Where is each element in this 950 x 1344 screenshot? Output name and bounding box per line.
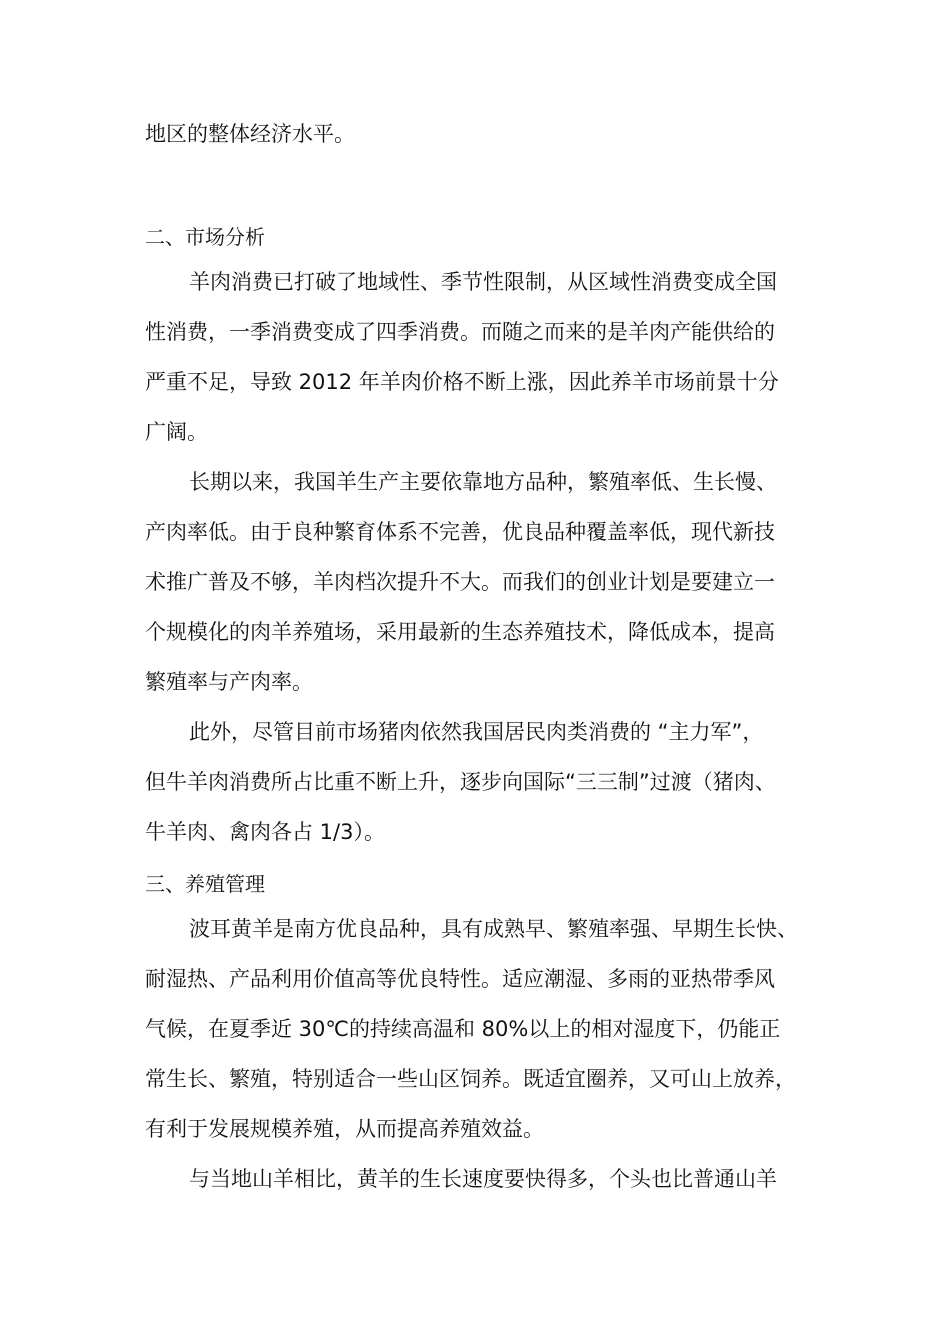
- paragraph-line: 牛羊肉、禽肉各占 1/3）。: [145, 820, 385, 844]
- paragraph-line: 此外，尽管目前市场猪肉依然我国居民肉类消费的 “主力军”，: [189, 720, 764, 744]
- paragraph-line: 广阔。: [145, 420, 208, 444]
- section-heading-breeding-management: 三、养殖管理: [145, 872, 265, 896]
- paragraph-line: 繁殖率与产肉率。: [145, 670, 313, 694]
- paragraph-line: 术推广普及不够，羊肉档次提升不大。而我们的创业计划是要建立一: [145, 570, 775, 594]
- paragraph-line: 与当地山羊相比，黄羊的生长速度要快得多，个头也比普通山羊: [189, 1167, 777, 1191]
- paragraph-line: 波耳黄羊是南方优良品种，具有成熟早、繁殖率强、早期生长快、: [189, 917, 798, 941]
- paragraph-line: 个规模化的肉羊养殖场，采用最新的生态养殖技术，降低成本，提高: [145, 620, 775, 644]
- paragraph-line: 地区的整体经济水平。: [145, 122, 355, 146]
- paragraph-line: 严重不足，导致 2012 年羊肉价格不断上涨，因此养羊市场前景十分: [145, 370, 779, 394]
- paragraph-line: 长期以来，我国羊生产主要依靠地方品种，繁殖率低、生长慢、: [189, 470, 777, 494]
- paragraph-line: 性消费，一季消费变成了四季消费。而随之而来的是羊肉产能供给的: [145, 320, 775, 344]
- paragraph-line: 气候，在夏季近 30℃的持续高温和 80%以上的相对湿度下，仍能正: [145, 1017, 781, 1041]
- paragraph-line: 常生长、繁殖，特别适合一些山区饲养。既适宜圈养，又可山上放养，: [145, 1067, 796, 1091]
- paragraph-line: 耐湿热、产品利用价值高等优良特性。适应潮湿、多雨的亚热带季风: [145, 967, 775, 991]
- paragraph-line: 产肉率低。由于良种繁育体系不完善，优良品种覆盖率低，现代新技: [145, 520, 775, 544]
- paragraph-line: 但牛羊肉消费所占比重不断上升，逐步向国际“三三制”过渡（猪肉、: [145, 770, 776, 794]
- paragraph-line: 羊肉消费已打破了地域性、季节性限制，从区域性消费变成全国: [189, 270, 777, 294]
- section-heading-market-analysis: 二、市场分析: [145, 225, 265, 249]
- paragraph-line: 有利于发展规模养殖，从而提高养殖效益。: [145, 1117, 544, 1141]
